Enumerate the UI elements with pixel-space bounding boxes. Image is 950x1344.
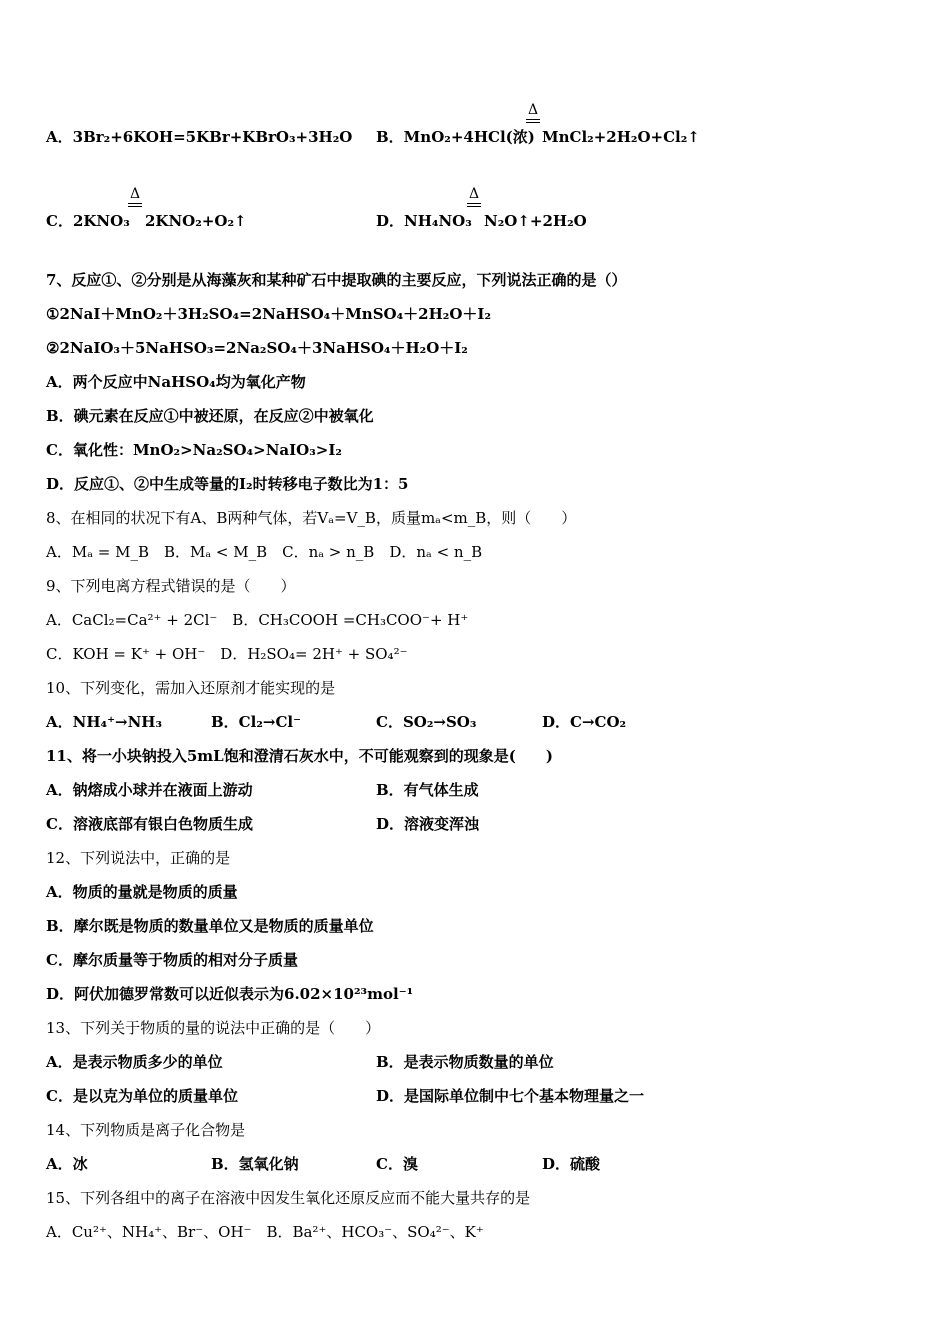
q15-options-ab: A．Cu²⁺、NH₄⁺、Br⁻、OH⁻ B．Ba²⁺、HCO₃⁻、SO₄²⁻、K⁺ xyxy=(46,1223,484,1241)
delta-symbol: Δ xyxy=(468,186,480,202)
q15-stem: 15、下列各组中的离子在溶液中因发生氧化还原反应而不能大量共存的是 xyxy=(46,1189,531,1207)
q13-option-d: D．是国际单位制中七个基本物理量之一 xyxy=(376,1087,645,1105)
q14-option-c: C．溴 xyxy=(376,1155,418,1173)
q6-option-b-right: MnCl₂+2H₂O+Cl₂↑ xyxy=(542,128,700,146)
delta-symbol: Δ xyxy=(129,186,141,202)
q12-stem: 12、下列说法中，正确的是 xyxy=(46,849,231,867)
heat-condition-b xyxy=(526,103,540,123)
q7-reaction-2: ②2NaIO₃＋5NaHSO₃=2Na₂SO₄＋3NaHSO₄＋H₂O＋I₂ xyxy=(46,339,468,357)
q6-option-c-right: 2KNO₂+O₂↑ xyxy=(145,212,247,230)
q13-stem: 13、下列关于物质的量的说法中正确的是（ ） xyxy=(46,1019,381,1037)
q10-option-a: A．NH₄⁺→NH₃ xyxy=(46,713,163,731)
q6-option-d-right: N₂O↑+2H₂O xyxy=(484,212,587,230)
delta-symbol: Δ xyxy=(527,102,539,118)
q14-option-d: D．硫酸 xyxy=(542,1155,601,1173)
q8-stem: 8、在相同的状况下有A、B两种气体，若Vₐ=V_B，质量mₐ<m_B，则（ ） xyxy=(46,509,577,527)
q13-option-a: A．是表示物质多少的单位 xyxy=(46,1053,223,1071)
heat-condition-c xyxy=(128,187,142,207)
q6-option-b-left: B．MnO₂+4HCl(浓) xyxy=(376,128,535,146)
q11-option-c: C．溶液底部有银白色物质生成 xyxy=(46,815,253,833)
q6-option-a: A．3Br₂+6KOH=5KBr+KBrO₃+3H₂O xyxy=(46,128,353,146)
q10-option-b: B．Cl₂→Cl⁻ xyxy=(211,713,302,731)
q6-option-c-left: C．2KNO₃ xyxy=(46,212,130,230)
q8-options: A．Mₐ = M_B B．Mₐ < M_B C．nₐ > n_B D．nₐ < n_B xyxy=(46,543,483,561)
q12-option-c: C．摩尔质量等于物质的相对分子质量 xyxy=(46,951,298,969)
q10-option-c: C．SO₂→SO₃ xyxy=(376,713,477,731)
q13-option-c: C．是以克为单位的质量单位 xyxy=(46,1087,238,1105)
q9-options-ab: A．CaCl₂=Ca²⁺ + 2Cl⁻ B．CH₃COOH =CH₃COO⁻+ H⁺ xyxy=(46,611,469,629)
q14-option-a: A．冰 xyxy=(46,1155,88,1173)
q7-option-a: A．两个反应中NaHSO₄均为氧化产物 xyxy=(46,373,306,391)
q11-option-b: B．有气体生成 xyxy=(376,781,479,799)
q10-stem: 10、下列变化，需加入还原剂才能实现的是 xyxy=(46,679,336,697)
q11-option-d: D．溶液变浑浊 xyxy=(376,815,480,833)
q12-option-a: A．物质的量就是物质的质量 xyxy=(46,883,238,901)
q13-option-b: B．是表示物质数量的单位 xyxy=(376,1053,554,1071)
q14-stem: 14、下列物质是离子化合物是 xyxy=(46,1121,246,1139)
q10-option-d: D．C→CO₂ xyxy=(542,713,627,731)
q7-option-b: B．碘元素在反应①中被还原，在反应②中被氧化 xyxy=(46,407,374,425)
q7-option-d: D．反应①、②中生成等量的I₂时转移电子数比为1：5 xyxy=(46,475,409,493)
q9-stem: 9、下列电离方程式错误的是（ ） xyxy=(46,577,296,595)
q7-reaction-1: ①2NaI＋MnO₂＋3H₂SO₄=2NaHSO₄＋MnSO₄＋2H₂O＋I₂ xyxy=(46,305,492,323)
q11-option-a: A．钠熔成小球并在液面上游动 xyxy=(46,781,253,799)
q12-option-b: B．摩尔既是物质的数量单位又是物质的质量单位 xyxy=(46,917,374,935)
q7-stem: 7、反应①、②分别是从海藻灰和某种矿石中提取碘的主要反应，下列说法正确的是（） xyxy=(46,271,627,289)
q11-stem: 11、将一小块钠投入5mL饱和澄清石灰水中，不可能观察到的现象是( ) xyxy=(46,747,553,765)
q6-option-d-left: D．NH₄NO₃ xyxy=(376,212,472,230)
q14-option-b: B．氢氧化钠 xyxy=(211,1155,299,1173)
q9-options-cd: C．KOH = K⁺ + OH⁻ D．H₂SO₄= 2H⁺ + SO₄²⁻ xyxy=(46,645,408,663)
q7-option-c: C．氧化性：MnO₂>Na₂SO₄>NaIO₃>I₂ xyxy=(46,441,342,459)
q12-option-d: D．阿伏加德罗常数可以近似表示为6.02×10²³mol⁻¹ xyxy=(46,985,414,1003)
heat-condition-d xyxy=(467,187,481,207)
